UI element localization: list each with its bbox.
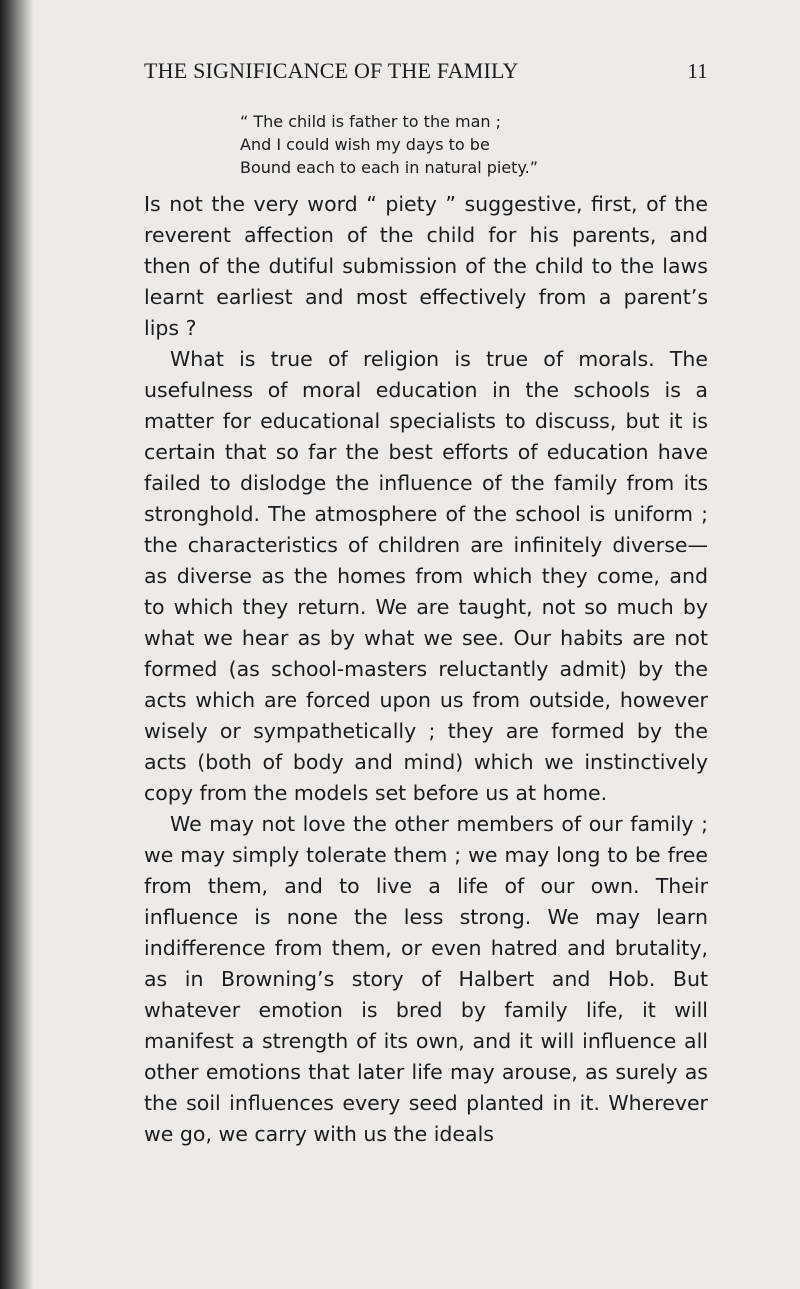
paragraph: We may not love the other members of our family ; we may simply tolerate them ; we may long to be free from them, and to live a life of our own. Their influence is none the less strong. We may learn indifference from them, or even hatred and brutality, as in Browning’s story of Halbert and Hob. But whatever emotion is bred by family life, it will manifest a strength of its own, and it will influence all other emotions that later life may arouse, as surely as the soil influences every seed planted in it. Wherever we go, we carry with us the ideals	[144, 812, 708, 1146]
paragraph: Is not the very word “ piety ” suggestive, first, of the reverent affection of the child for his parents, and then of the dutiful submission of the child to the laws learnt earliest and most effectively from a parent’s lips ?	[144, 192, 708, 340]
verse-line: And I could wish my days to be	[240, 135, 490, 154]
book-page	[144, 58, 708, 1150]
running-header	[144, 58, 708, 88]
running-title: THE SIGNIFICANCE OF THE FAMILY	[144, 58, 519, 83]
book-spine-shadow	[0, 0, 34, 1289]
paragraph: What is true of religion is true of morals. The usefulness of moral education in the schools is a matter for educational specialists to discuss, but it is certain that so far the best efforts of education have failed to dislodge the influence of the family from its stronghold. The atmosphere of the school is uniform ; the characteristics of children are infinitely diverse—as diverse as the homes from which they come, and to which they return. We are taught, not so much by what we hear as by what we see. Our habits are not formed (as school-masters reluctantly admit) by the acts which are forced upon us from outside, however wisely or sympathetically ; they are formed by the acts (both of body and mind) which we instinctively copy from the models set before us at home.	[144, 347, 708, 805]
verse-line: “ The child is father to the man ;	[240, 112, 502, 131]
body-text	[144, 189, 708, 1150]
verse-line: Bound each to each in natural piety.”	[240, 158, 539, 177]
verse-quotation	[240, 110, 708, 179]
page-number: 11	[687, 59, 708, 83]
